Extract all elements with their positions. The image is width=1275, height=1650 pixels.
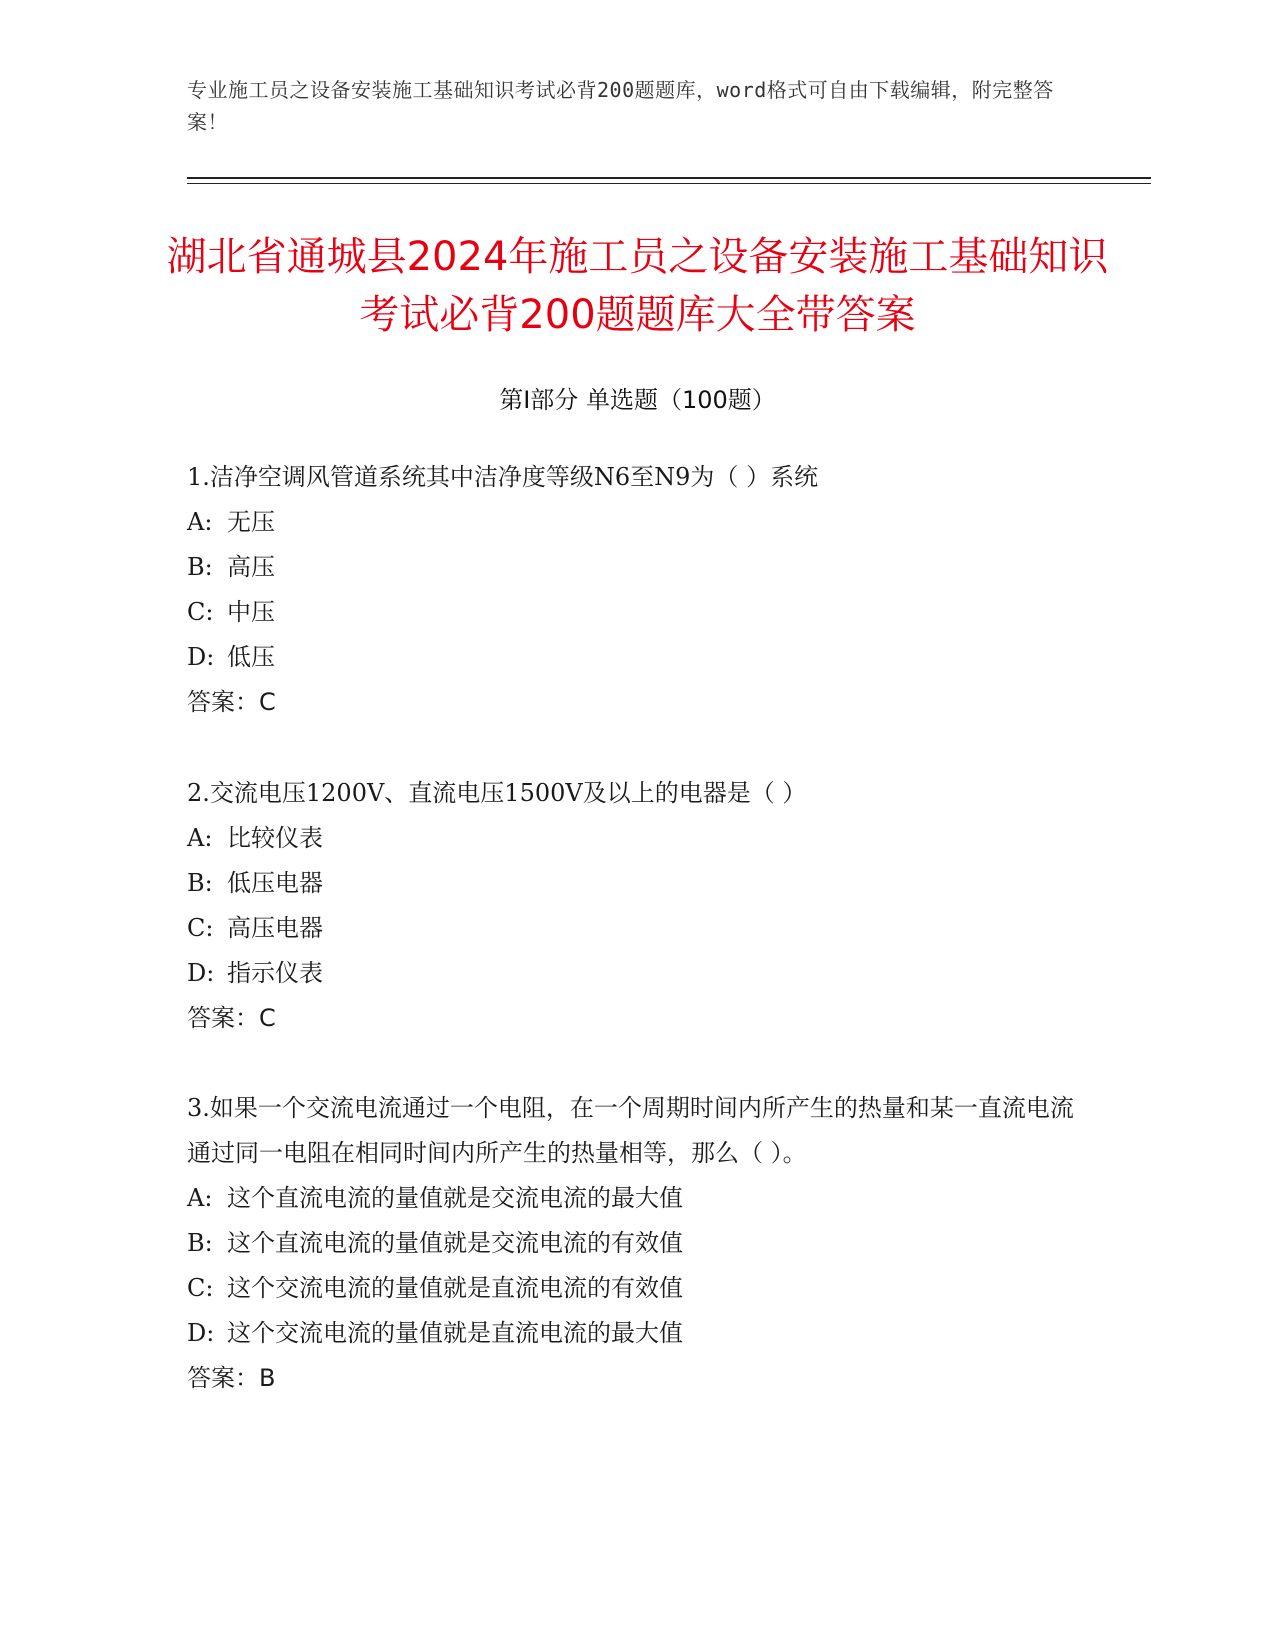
question-1 [187, 455, 1087, 725]
option-c [187, 1266, 1087, 1311]
answer-line: 答案：B [187, 1364, 276, 1392]
header-divider-thin [187, 183, 1151, 184]
option-text: 这个直流电流的量值就是交流电流的最大值 [227, 1184, 683, 1212]
option-text: 无压 [227, 508, 275, 536]
header-note: 专业施工员之设备安装施工基础知识考试必背200题题库，word格式可自由下载编辑，附完整答案！ [187, 78, 1054, 134]
option-b [187, 1221, 1087, 1266]
section-heading: 第Ⅰ部分 单选题（100题） [499, 386, 776, 414]
option-text: 这个直流电流的量值就是交流电流的有效值 [227, 1229, 683, 1257]
option-letter: C: [187, 598, 214, 626]
option-a [187, 816, 1087, 861]
header-divider-thick [187, 177, 1151, 179]
option-c [187, 590, 1087, 635]
question-stem: 1.洁净空调风管道系统其中洁净度等级N6至N9为（ ）系统 [187, 463, 819, 491]
question-stem: 2.交流电压1200V、直流电压1500V及以上的电器是（ ） [187, 779, 807, 807]
question-2 [187, 771, 1087, 1041]
option-d [187, 635, 1087, 680]
option-text: 高压 [227, 553, 275, 581]
option-text: 中压 [227, 598, 275, 626]
option-text: 低压电器 [227, 869, 323, 897]
option-letter: A: [187, 824, 213, 852]
option-b [187, 545, 1087, 590]
option-letter: B: [187, 553, 213, 581]
option-letter: B: [187, 1229, 213, 1257]
option-letter: A: [187, 508, 213, 536]
question-stem: 3.如果一个交流电流通过一个电阻，在一个周期时间内所产生的热量和某一直流电流通过同一电阻在相同时间内所产生的热量相等，那么（ ）。 [187, 1094, 1074, 1167]
option-letter: D: [187, 643, 215, 671]
option-b [187, 861, 1087, 906]
question-3 [187, 1086, 1087, 1401]
option-a [187, 1176, 1087, 1221]
answer-line: 答案：C [187, 688, 276, 716]
option-d [187, 951, 1087, 996]
option-text: 比较仪表 [227, 824, 323, 852]
answer-line: 答案：C [187, 1004, 276, 1032]
document-title: 湖北省通城县2024年施工员之设备安装施工基础知识考试必背200题题库大全带答案 [166, 234, 1109, 338]
option-text: 这个交流电流的量值就是直流电流的有效值 [227, 1274, 683, 1302]
option-text: 高压电器 [227, 914, 323, 942]
option-a [187, 500, 1087, 545]
option-letter: C: [187, 914, 214, 942]
option-text: 低压 [227, 643, 275, 671]
option-text: 指示仪表 [227, 959, 323, 987]
option-letter: C: [187, 1274, 214, 1302]
option-letter: A: [187, 1184, 213, 1212]
option-letter: D: [187, 1319, 215, 1347]
option-text: 这个交流电流的量值就是直流电流的最大值 [227, 1319, 683, 1347]
option-c [187, 906, 1087, 951]
option-d [187, 1311, 1087, 1356]
option-letter: B: [187, 869, 213, 897]
option-letter: D: [187, 959, 215, 987]
